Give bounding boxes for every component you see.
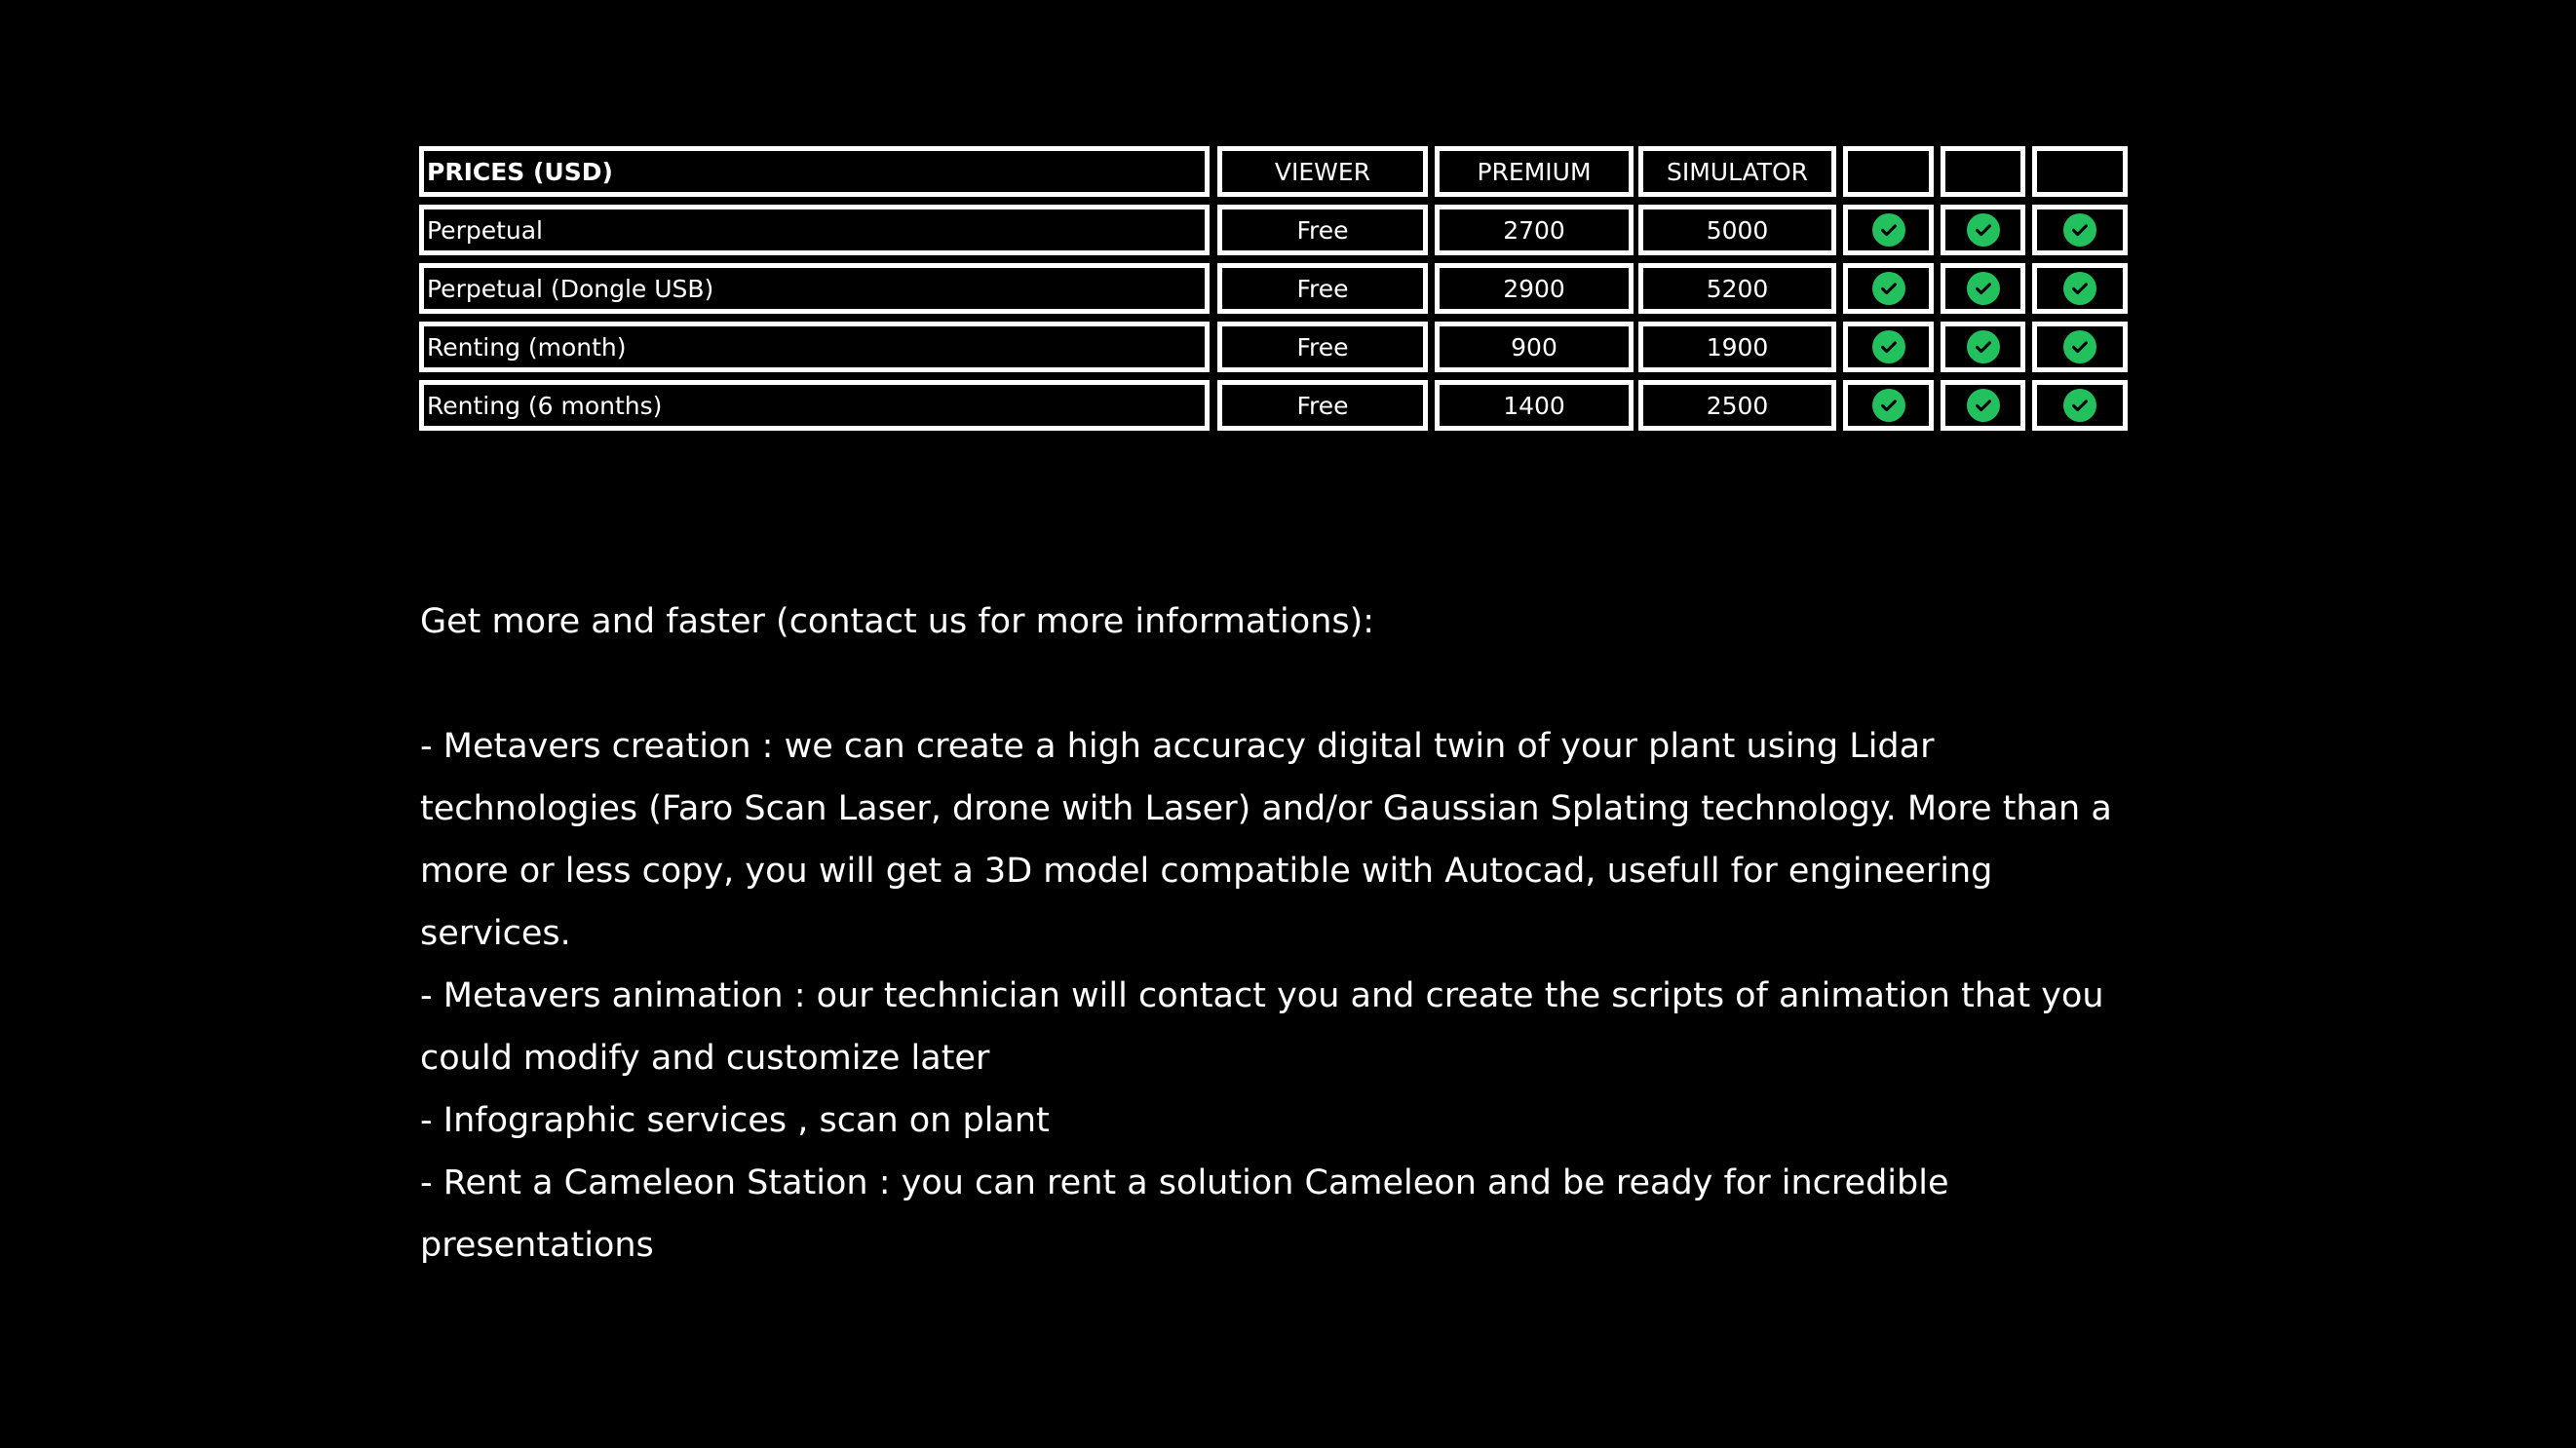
viewer-price: Free (1217, 263, 1428, 314)
table-header-blank-1 (1843, 146, 1934, 197)
premium-price: 900 (1435, 322, 1634, 372)
premium-price: 2700 (1435, 205, 1634, 255)
check-cell (2032, 380, 2128, 431)
check-circle-icon (1872, 272, 1905, 305)
check-cell (1941, 322, 2025, 372)
check-cell (2032, 263, 2128, 314)
check-cell (1843, 380, 1934, 431)
check-circle-icon (2063, 213, 2096, 247)
table-row (419, 322, 2127, 376)
services-heading: Get more and faster (contact us for more informations): (420, 602, 1375, 641)
table-header-viewer: VIEWER (1217, 146, 1428, 197)
check-cell (1843, 322, 1934, 372)
service-item-infographic: - Infographic services , scan on plant (420, 1101, 1050, 1140)
check-cell (2032, 322, 2128, 372)
check-circle-icon (2063, 272, 2096, 305)
check-cell (1941, 263, 2025, 314)
simulator-price: 2500 (1638, 380, 1836, 431)
row-label: Perpetual (Dongle USB) (419, 263, 1210, 314)
viewer-price: Free (1217, 322, 1428, 372)
services-info (420, 591, 2135, 1277)
viewer-price: Free (1217, 380, 1428, 431)
table-header-blank-2 (1941, 146, 2025, 197)
table-header-row (419, 146, 2127, 201)
check-circle-icon (1967, 330, 2000, 363)
simulator-price: 5200 (1638, 263, 1836, 314)
row-label: Renting (6 months) (419, 380, 1210, 431)
check-circle-icon (1872, 389, 1905, 422)
table-header-simulator: SIMULATOR (1638, 146, 1836, 197)
row-label: Perpetual (419, 205, 1210, 255)
table-header-blank-3 (2032, 146, 2128, 197)
simulator-price: 5000 (1638, 205, 1836, 255)
table-row (419, 205, 2127, 259)
service-item-rent-station: - Rent a Cameleon Station : you can rent a solution Cameleon and be ready for incredible presentations (420, 1163, 1949, 1265)
check-cell (1843, 205, 1934, 255)
check-circle-icon (1872, 330, 1905, 363)
check-circle-icon (1967, 272, 2000, 305)
price-table (419, 146, 2127, 438)
check-cell (1941, 205, 2025, 255)
premium-price: 1400 (1435, 380, 1634, 431)
service-item-metavers-creation: - Metavers creation : we can create a high accuracy digital twin of your plant using Lidar technologies (Faro Scan Laser, drone with Laser) and/or Gaussian Splating technology. More than a more or less copy, you will get a 3D model compatible with Autocad, usefull for engineering services. (420, 727, 2112, 953)
table-header-premium: PREMIUM (1435, 146, 1634, 197)
row-label: Renting (month) (419, 322, 1210, 372)
table-row (419, 380, 2127, 435)
table-row (419, 263, 2127, 318)
premium-price: 2900 (1435, 263, 1634, 314)
viewer-price: Free (1217, 205, 1428, 255)
check-circle-icon (2063, 389, 2096, 422)
check-circle-icon (2063, 330, 2096, 363)
check-circle-icon (1967, 213, 2000, 247)
table-header-prices: PRICES (USD) (419, 146, 1210, 197)
check-cell (2032, 205, 2128, 255)
simulator-price: 1900 (1638, 322, 1836, 372)
check-circle-icon (1872, 213, 1905, 247)
check-cell (1843, 263, 1934, 314)
check-cell (1941, 380, 2025, 431)
check-circle-icon (1967, 389, 2000, 422)
service-item-metavers-animation: - Metavers animation : our technician will contact you and create the scripts of animation that you could modify and customize later (420, 976, 2104, 1078)
